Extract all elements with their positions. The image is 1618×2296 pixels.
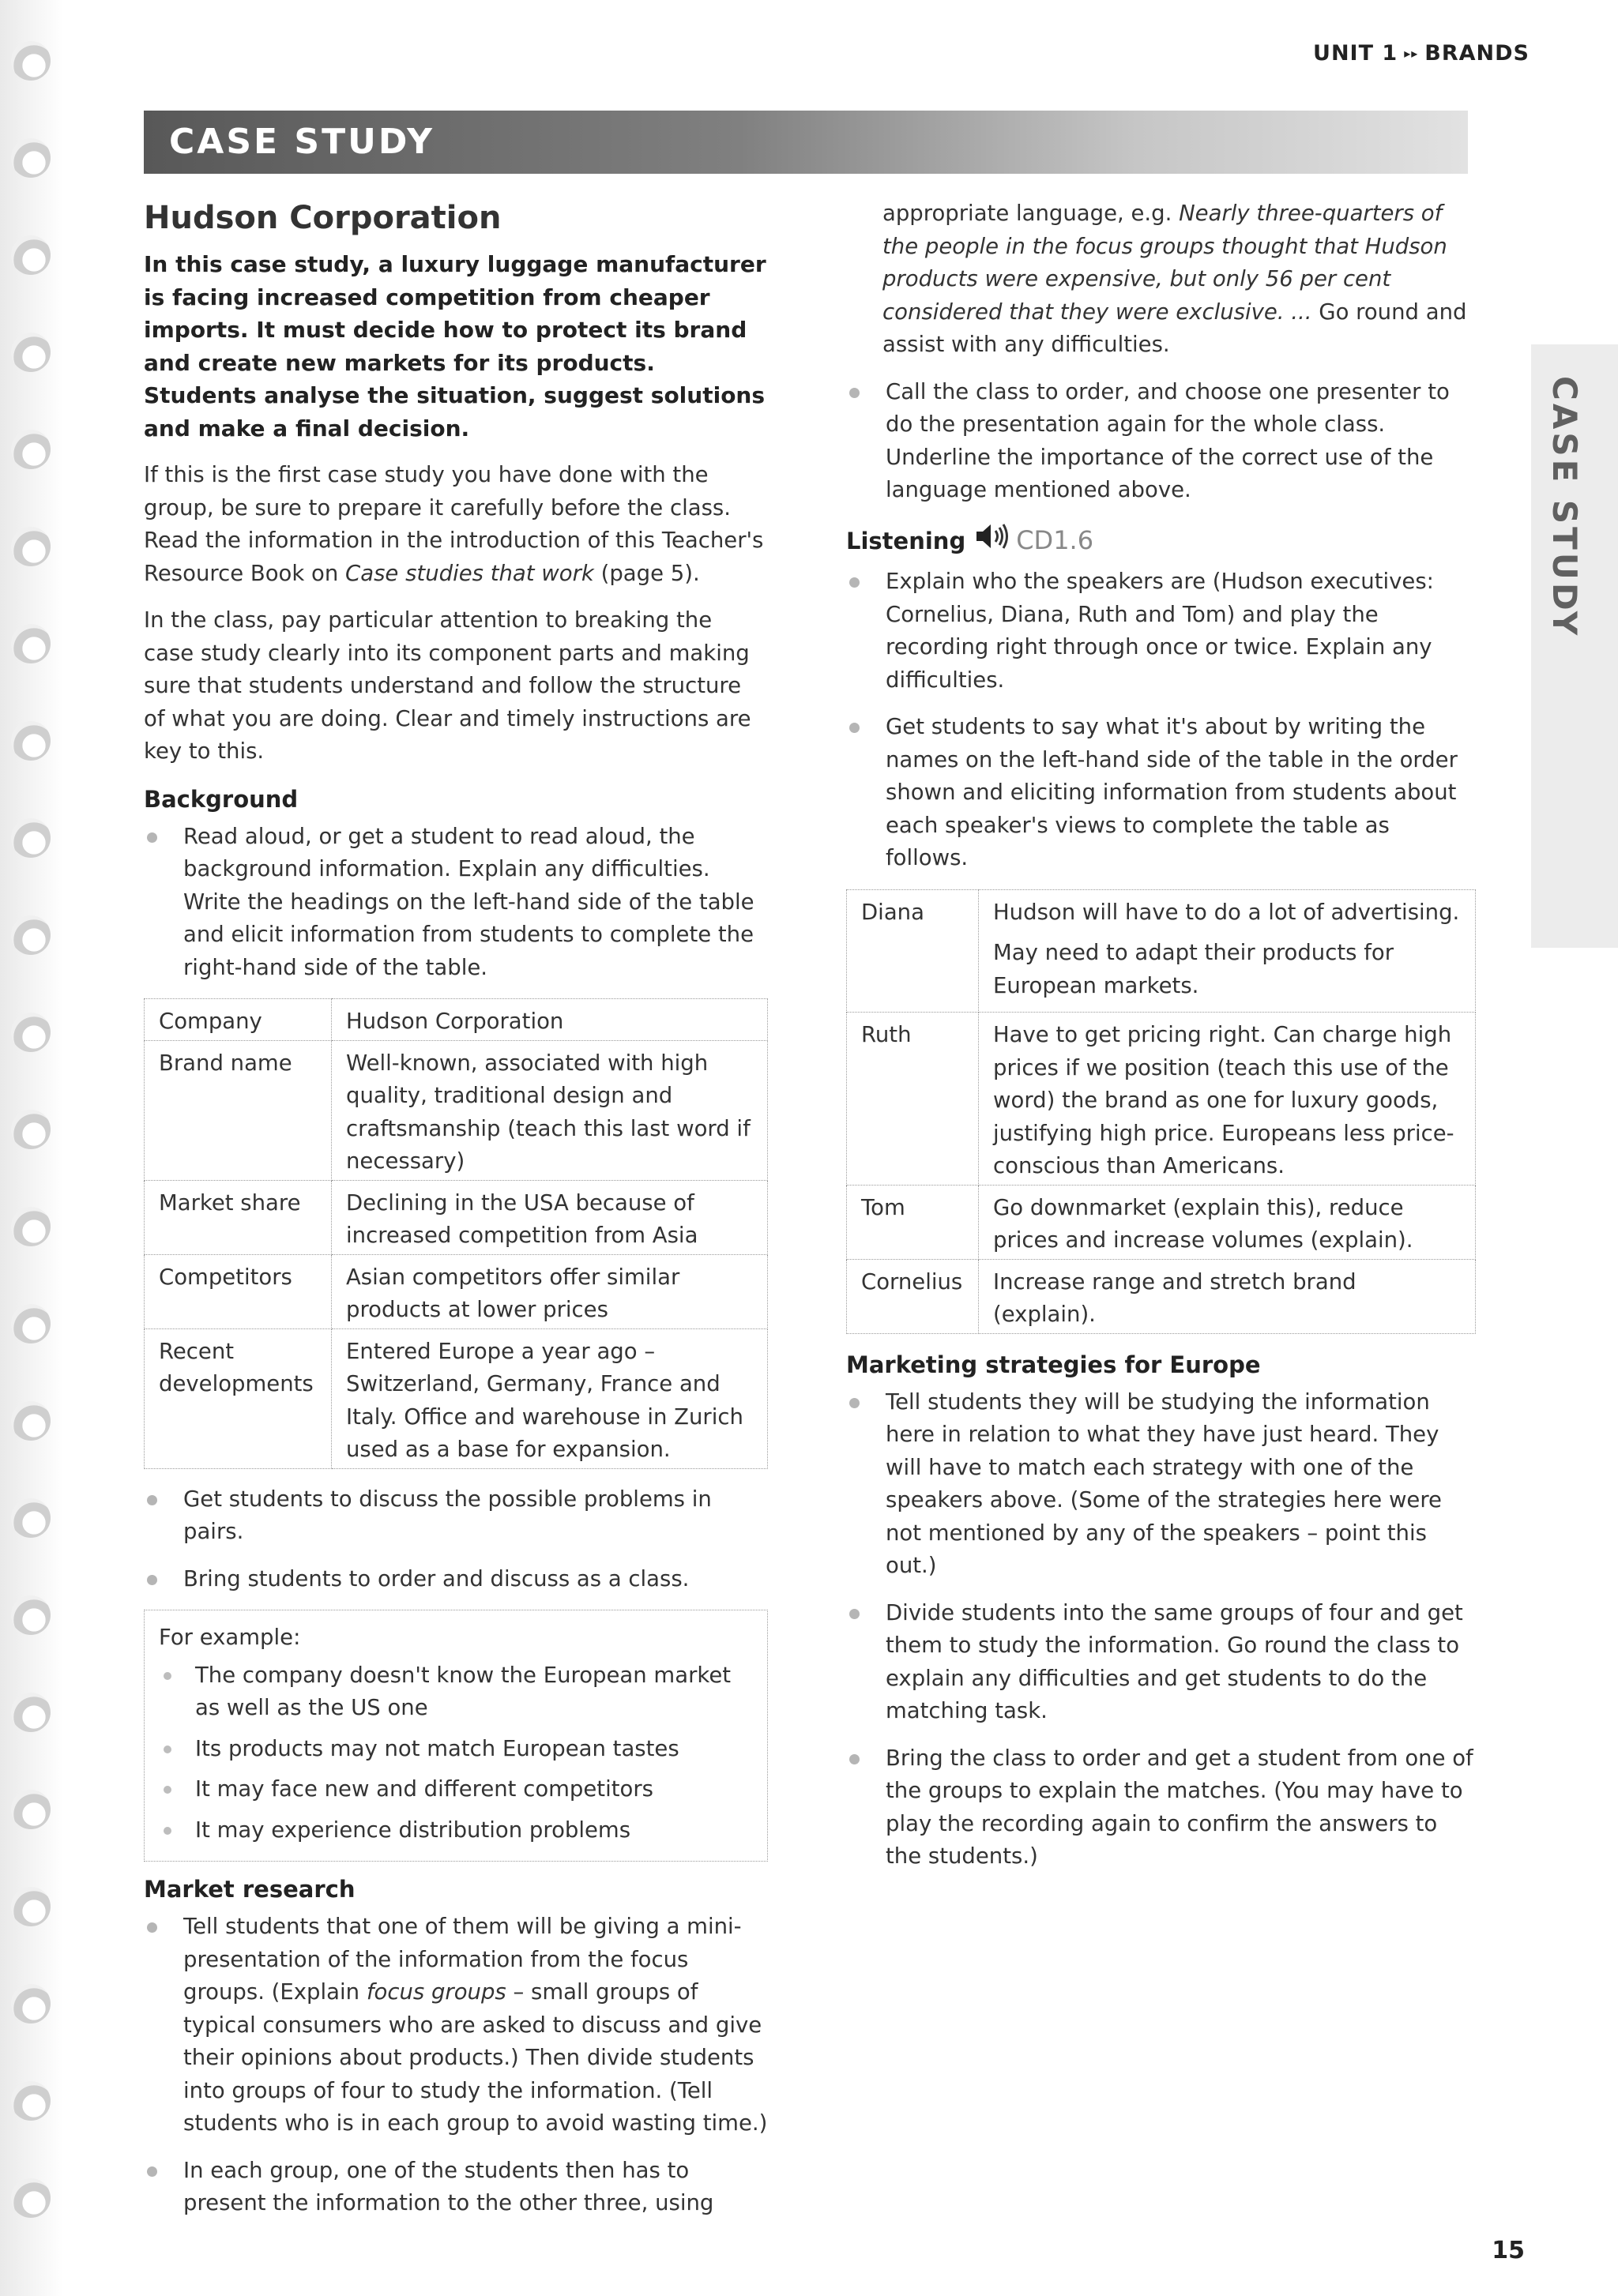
- table-key: Market share: [145, 1180, 332, 1254]
- binding-ring: [11, 1498, 51, 1538]
- background-list: [144, 821, 768, 985]
- binding-ring: [11, 527, 51, 566]
- binding-ring: [11, 1693, 51, 1732]
- arrows-icon: ▸▸: [1404, 46, 1419, 61]
- binding-ring: [11, 333, 51, 372]
- cd-track-label: CD1.6: [1016, 525, 1094, 555]
- case-study-banner: [144, 111, 1468, 174]
- right-column: [846, 197, 1476, 1888]
- list-item: Get students to say what it's about by writing the names on the left-hand side of the table in the order shown and eliciting information from students about each speaker's views to complete the table as follows.: [846, 711, 1476, 875]
- prep-text: If this is the first case study you have done with the group, be sure to prepare it carefully before the class. Read the information in the introduction of this Teacher's Resource Book on: [144, 462, 764, 586]
- binding-ring: [11, 235, 51, 275]
- spiral-binding: [0, 0, 63, 2296]
- background-table: [144, 998, 768, 1469]
- strategies-list: [846, 1386, 1476, 1873]
- list-item: Read aloud, or get a student to read aloud, the background information. Explain any difficulties. Write the headings on the left-hand side of the table and elicit information from students to complete the right-hand side of the table.: [144, 821, 768, 985]
- table-key: Diana: [847, 889, 979, 1013]
- binding-ring: [11, 818, 51, 858]
- example-label: For example:: [159, 1625, 301, 1650]
- prep-paragraph: [144, 459, 768, 590]
- binding-ring: [11, 1013, 51, 1052]
- list-item: The company doesn't know the European market as well as the US one: [159, 1659, 753, 1725]
- table-value: Entered Europe a year ago – Switzerland, Germany, France and Italy. Office and warehouse in Zurich used as a base for expansion.: [332, 1328, 768, 1468]
- table-value: [979, 889, 1476, 1013]
- table-row: [847, 1013, 1476, 1186]
- binding-ring: [11, 1401, 51, 1441]
- table-row: [847, 1185, 1476, 1259]
- table-value: Hudson Corporation: [332, 999, 768, 1041]
- table-key: Company: [145, 999, 332, 1041]
- list-item: [144, 1911, 768, 2140]
- list-item: Bring students to order and discuss as a class.: [144, 1563, 768, 1596]
- list-item: Divide students into the same groups of four and get them to study the information. Go round the class to explain any difficulties and get students to do the matching task.: [846, 1597, 1476, 1728]
- market-research-heading: Market research: [144, 1876, 356, 1903]
- list-item: Get students to discuss the possible problems in pairs.: [144, 1483, 768, 1549]
- binding-ring: [11, 1887, 51, 1926]
- binding-ring: [11, 1595, 51, 1635]
- side-tab: [1531, 344, 1618, 948]
- side-tab-label: CASE STUDY: [1545, 376, 1584, 639]
- continued-text-end: Go round and assist with any difficulties.: [882, 299, 1467, 357]
- market-text-end: – small groups of typical consumers who are asked to discuss and give their opinions about products.) Then divide students into groups of four to study the information. (Tell students who is in each group to avoid wasting time.): [183, 1979, 768, 2136]
- binding-ring: [11, 721, 51, 761]
- market-text: Tell students that one of them will be giving a mini-presentation of the information from the focus groups. (Explain: [183, 1914, 742, 2005]
- list-item: Bring the class to order and get a student from one of the groups to explain the matches. (You may have to play the recording again to confirm the answers to the students.): [846, 1742, 1476, 1873]
- cell-text: Hudson will have to do a lot of advertising.: [993, 899, 1460, 925]
- table-row: [145, 999, 768, 1041]
- continued-emphasis: Nearly three-quarters of the people in the focus groups thought that Hudson products were expensive, but only 56 per cent considered that they were exclusive. ...: [882, 201, 1447, 325]
- speakers-table: [846, 889, 1476, 1334]
- strategies-heading: Marketing strategies for Europe: [846, 1351, 1261, 1378]
- table-key: Recent developments: [145, 1328, 332, 1468]
- prep-text-end: (page 5).: [593, 560, 700, 586]
- market-research-list: [144, 1911, 768, 2220]
- table-row: [145, 1180, 768, 1254]
- binding-ring: [11, 624, 51, 663]
- prep-emphasis: Case studies that work: [345, 560, 594, 586]
- class-paragraph: In the class, pay particular attention to breaking the case study clearly into its component parts and making sure that students understand and follow the structure of what you are doing. Clear and timely instructions are key to this.: [144, 607, 751, 764]
- binding-ring: [11, 1207, 51, 1246]
- presentation-list: [846, 376, 1476, 507]
- table-key: Brand name: [145, 1040, 332, 1180]
- list-item: Call the class to order, and choose one presenter to do the presentation again for the whole class. Underline the importance of the correct use of the language mentioned above.: [846, 376, 1476, 507]
- table-row: [145, 1328, 768, 1468]
- continued-paragraph: [846, 197, 1476, 362]
- unit-header: [1313, 41, 1530, 66]
- binding-ring: [11, 2081, 51, 2121]
- listening-list: [846, 566, 1476, 875]
- list-item: It may experience distribution problems: [159, 1814, 753, 1847]
- table-value: Have to get pricing right. Can charge high prices if we position (teach this use of the word) the brand as one for luxury goods, justifying high price. Europeans less price-conscious than Americans.: [979, 1013, 1476, 1186]
- banner-title: CASE STUDY: [169, 122, 435, 162]
- binding-ring: [11, 1984, 51, 2024]
- table-row: [847, 889, 1476, 1013]
- page-number: 15: [1492, 2237, 1525, 2264]
- binding-ring: [11, 915, 51, 955]
- table-key: Ruth: [847, 1013, 979, 1186]
- list-item: Explain who the speakers are (Hudson executives: Cornelius, Diana, Ruth and Tom) and play the recording right through once or twice. Explain any difficulties.: [846, 566, 1476, 697]
- market-emphasis: focus groups: [366, 1979, 506, 2005]
- listening-heading: Listening: [846, 527, 966, 554]
- table-row: [145, 1254, 768, 1328]
- example-list: [159, 1659, 753, 1847]
- binding-ring: [11, 430, 51, 469]
- discussion-list: [144, 1483, 768, 1596]
- continued-text: appropriate language, e.g.: [882, 201, 1180, 226]
- unit-label: UNIT 1: [1313, 41, 1398, 66]
- binding-ring: [11, 1790, 51, 1829]
- left-column: [144, 197, 768, 2234]
- table-key: Competitors: [145, 1254, 332, 1328]
- binding-ring: [11, 138, 51, 178]
- table-value: Well-known, associated with high quality, traditional design and craftsmanship (teach this last word if necessary): [332, 1040, 768, 1180]
- table-key: Cornelius: [847, 1259, 979, 1333]
- listening-heading-row: [846, 521, 1476, 562]
- table-key: Tom: [847, 1185, 979, 1259]
- table-value: Declining in the USA because of increased competition from Asia: [332, 1180, 768, 1254]
- intro-paragraph: In this case study, a luxury luggage manufacturer is facing increased competition from cheaper imports. It must decide how to protect its brand and create new markets for its products. Students analyse the situation, suggest solutions and make a final decision.: [144, 251, 766, 442]
- table-value: Asian competitors offer similar products at lower prices: [332, 1254, 768, 1328]
- binding-ring: [11, 41, 51, 81]
- audio-speaker-icon: [975, 521, 1011, 562]
- binding-ring: [11, 1110, 51, 1149]
- list-item: Tell students they will be studying the information here in relation to what they have just heard. They will have to match each strategy with one of the speakers above. (Some of the strategies here were not mentioned by any of the speakers – point this out.): [846, 1386, 1476, 1583]
- list-item: In each group, one of the students then has to present the information to the other three, using: [144, 2155, 768, 2220]
- table-row: [847, 1259, 1476, 1333]
- list-item: Its products may not match European tastes: [159, 1733, 753, 1766]
- background-heading: Background: [144, 785, 299, 813]
- case-title: Hudson Corporation: [144, 200, 502, 236]
- table-value: Go downmarket (explain this), reduce prices and increase volumes (explain).: [979, 1185, 1476, 1259]
- list-item: It may face new and different competitors: [159, 1773, 753, 1806]
- table-row: [145, 1040, 768, 1180]
- example-box: [144, 1610, 768, 1862]
- binding-ring: [11, 2178, 51, 2218]
- table-value: Increase range and stretch brand (explain).: [979, 1259, 1476, 1333]
- binding-ring: [11, 1304, 51, 1343]
- cell-text: May need to adapt their products for European markets.: [993, 940, 1394, 998]
- section-label: BRANDS: [1424, 41, 1530, 66]
